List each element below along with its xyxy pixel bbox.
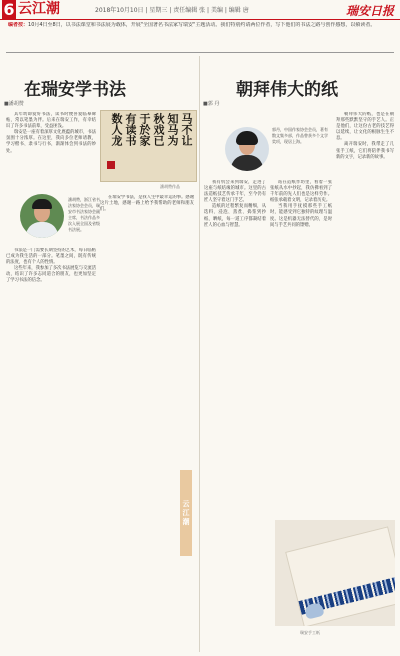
calligraphy-column: 数人龙 [110, 113, 123, 146]
editor-note [8, 22, 394, 50]
calligraphy-column: 马不让 [180, 113, 193, 146]
issue-meta: 2018年10月10日 | 星期三 | 责任编辑 张 | 美编 | 编辑 唐 [95, 7, 249, 14]
right-article-col-3: 朝拜伟大的纸，也是在朝拜那些默默坚守的手艺人。正是他们，让这份古老的技艺得以延续，让文化的根脉生生不息。 离开瑞安时，我带走了几张手工纸，它们将陪伴我书写新的文字，记录新的故事。 [336, 112, 394, 160]
left-article-title: 在瑞安学书法 [24, 80, 126, 100]
paper-photo-caption: 瑞安手工纸 [300, 630, 320, 635]
page-header [0, 0, 400, 19]
right-author-bio: 郭丹，中国作家协会会员，著有散文集多部，作品曾获多个文学奖项，现居上海。 [272, 127, 328, 144]
calligraphy-column: 秋戏已 [152, 113, 165, 146]
editor-note-tag: 编者按： [8, 22, 29, 28]
calligraphy-caption: 潘胡赞作品 [160, 184, 180, 189]
right-article-title: 朝拜伟大的纸 [236, 80, 338, 100]
section-title: 云江潮 [18, 1, 60, 17]
calligraphy-column: 知马为 [166, 113, 179, 146]
calligraphy-columns [105, 113, 192, 173]
page-number: 6 [3, 0, 15, 19]
calligraphy-artwork [100, 110, 197, 182]
left-author: ■潘胡赞 [4, 101, 24, 107]
column-divider [199, 56, 200, 652]
calligraphy-column: 有读书 [124, 113, 137, 146]
left-article-col-1b: 书法是一门需要长期坚持的艺术，每日临帖已成为我生活的一部分。笔墨之间，既有传统的法度，也有个人的性情。 这些年来，我参加了多次书法展览与交流活动，结识了许多志同道合的朋友，也更加坚定了学习书法的信念。 [6, 248, 96, 284]
editor-note-text: 10月4日至8日，以书法课堂和书法展为载体，开展"全国著名书法家写瑞安"主题活动。我们特别约请两位作者，写下他们的书法之路与创作感想，以飨读者。 [28, 22, 376, 28]
newspaper-logo: 瑞安日报 [345, 4, 394, 18]
header-rule [0, 19, 400, 20]
left-article-col-2: 在瑞安学书法，是我人生中最幸运的事。感谢这片土地，感谢一路上给予我帮助的老师和朋友们。 [100, 195, 194, 213]
intro-divider [6, 52, 394, 53]
section-band: 云江潮 [180, 470, 192, 556]
left-author-bio: 潘胡赞，浙江省书法家协会会员，瑞安市书法家协会副主席，书法作品多次入展全国及省级书法展。 [68, 197, 100, 232]
right-article-col-2: 站在造纸作坊里，看着一张张纸从水中抄起，我仿佛看到了千年前的先人们也是这样劳作。纸张承载着文明，记录着历史。 当我用手抚摸那些手工纸时，能感受到它独特的纹理与温度。这是机器无法替代的，是时间与手艺共同的馈赠。 [270, 180, 332, 228]
right-author: ■郭 丹 [203, 101, 220, 107]
left-article-col-1a: 其年幼即爱好书法，读书时便喜爱临摹碑帖，常以笔墨为伴。后来在瑞安工作，有幸结识了许多书法前辈，受益匪浅。 瑞安是一座有着深厚文化底蕴的城市，书法氛围十分浓厚。在这里，我向多位老师请教，学习楷书、隶书与行书，渐渐体会到书法的妙处。 [6, 112, 96, 154]
right-article-col-1: 我有机会来到瑞安，走进了这座与纸结缘的城市。这里的古法造纸技艺传承千年，至今仍有匠人坚守着这门手艺。 造纸的过程繁复而精细，从选料、浸泡、蒸煮、捣浆到抄纸、晒纸，每一道工序都凝结着匠人的心血与智慧。 [204, 180, 266, 228]
calligraphy-column: 于於家 [138, 113, 151, 146]
handmade-paper-photo [275, 520, 395, 626]
author-photo-left [20, 194, 64, 238]
author-photo-right [225, 127, 269, 171]
red-seal-stamp [107, 161, 115, 169]
